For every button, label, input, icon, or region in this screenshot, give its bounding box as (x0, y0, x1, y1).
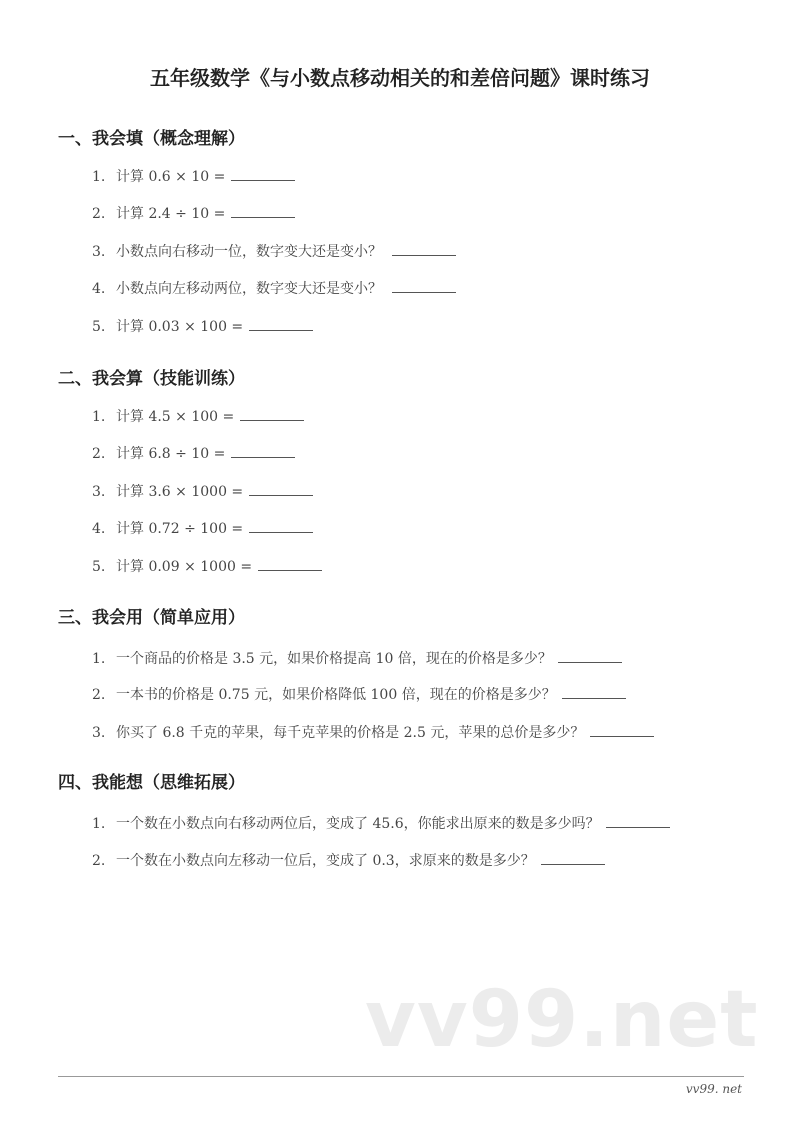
answer-blank[interactable] (249, 483, 313, 496)
question-text: 计算 3.6 × 1000 = (116, 484, 244, 500)
section-heading: 三、我会用（简单应用） (58, 608, 245, 628)
question-item (92, 556, 322, 576)
footer-divider (58, 1076, 744, 1077)
question-text: 你买了 6.8 千克的苹果，每千克苹果的价格是 2.5 元，苹果的总价是多少？ (116, 725, 585, 741)
question-number: 1. (92, 816, 106, 832)
question-text: 计算 0.72 ÷ 100 = (116, 521, 244, 537)
question-number: 2. (92, 446, 106, 462)
question-item (92, 518, 313, 538)
question-text: 计算 0.6 × 10 = (116, 169, 226, 185)
question-text: 计算 4.5 × 100 = (116, 409, 235, 425)
question-item (92, 850, 605, 870)
question-number: 2. (92, 687, 106, 703)
question-number: 3. (92, 725, 106, 741)
question-text: 计算 6.8 ÷ 10 = (116, 446, 226, 462)
question-number: 1. (92, 651, 106, 667)
section-heading: 一、我会填（概念理解） (58, 129, 245, 149)
answer-blank[interactable] (258, 558, 322, 571)
question-item (92, 443, 295, 463)
answer-blank[interactable] (558, 650, 622, 663)
answer-blank[interactable] (249, 520, 313, 533)
question-number: 3. (92, 484, 106, 500)
question-text: 计算 2.4 ÷ 10 = (116, 206, 226, 222)
question-item (92, 278, 456, 298)
question-number: 2. (92, 853, 106, 869)
question-text: 小数点向右移动一位，数字变大还是变小？ (116, 244, 382, 260)
answer-blank[interactable] (392, 280, 456, 293)
answer-blank[interactable] (541, 852, 605, 865)
question-item (92, 481, 313, 501)
footer-text: vv99. net (685, 1082, 742, 1096)
question-number: 2. (92, 206, 106, 222)
question-item (92, 684, 626, 704)
answer-blank[interactable] (240, 408, 304, 421)
question-number: 1. (92, 409, 106, 425)
question-item (92, 166, 295, 186)
answer-blank[interactable] (562, 686, 626, 699)
answer-blank[interactable] (231, 168, 295, 181)
question-text: 一个数在小数点向左移动一位后，变成了 0.3，求原来的数是多少？ (116, 853, 535, 869)
question-item (92, 813, 670, 833)
answer-blank[interactable] (590, 724, 654, 737)
question-item (92, 648, 622, 668)
question-item (92, 406, 304, 426)
watermark: vv99.net (365, 975, 759, 1065)
question-text: 一个数在小数点向右移动两位后，变成了 45.6，你能求出原来的数是多少吗？ (116, 816, 600, 832)
answer-blank[interactable] (606, 815, 670, 828)
section-heading: 四、我能想（思维拓展） (58, 773, 245, 793)
answer-blank[interactable] (231, 445, 295, 458)
question-item (92, 722, 654, 742)
question-number: 4. (92, 521, 106, 537)
question-text: 计算 0.09 × 1000 = (116, 559, 253, 575)
question-number: 1. (92, 169, 106, 185)
answer-blank[interactable] (392, 243, 456, 256)
question-text: 小数点向左移动两位，数字变大还是变小？ (116, 281, 382, 297)
question-number: 5. (92, 559, 106, 575)
question-number: 3. (92, 244, 106, 260)
question-number: 5. (92, 319, 106, 335)
section-heading: 二、我会算（技能训练） (58, 369, 245, 389)
answer-blank[interactable] (249, 318, 313, 331)
question-item (92, 241, 456, 261)
answer-blank[interactable] (231, 205, 295, 218)
page-title: 五年级数学《与小数点移动相关的和差倍问题》课时练习 (150, 66, 650, 90)
question-item (92, 316, 313, 336)
question-text: 一个商品的价格是 3.5 元，如果价格提高 10 倍，现在的价格是多少？ (116, 651, 552, 667)
question-text: 一本书的价格是 0.75 元，如果价格降低 100 倍，现在的价格是多少？ (116, 687, 556, 703)
question-text: 计算 0.03 × 100 = (116, 319, 244, 335)
question-number: 4. (92, 281, 106, 297)
question-item (92, 203, 295, 223)
